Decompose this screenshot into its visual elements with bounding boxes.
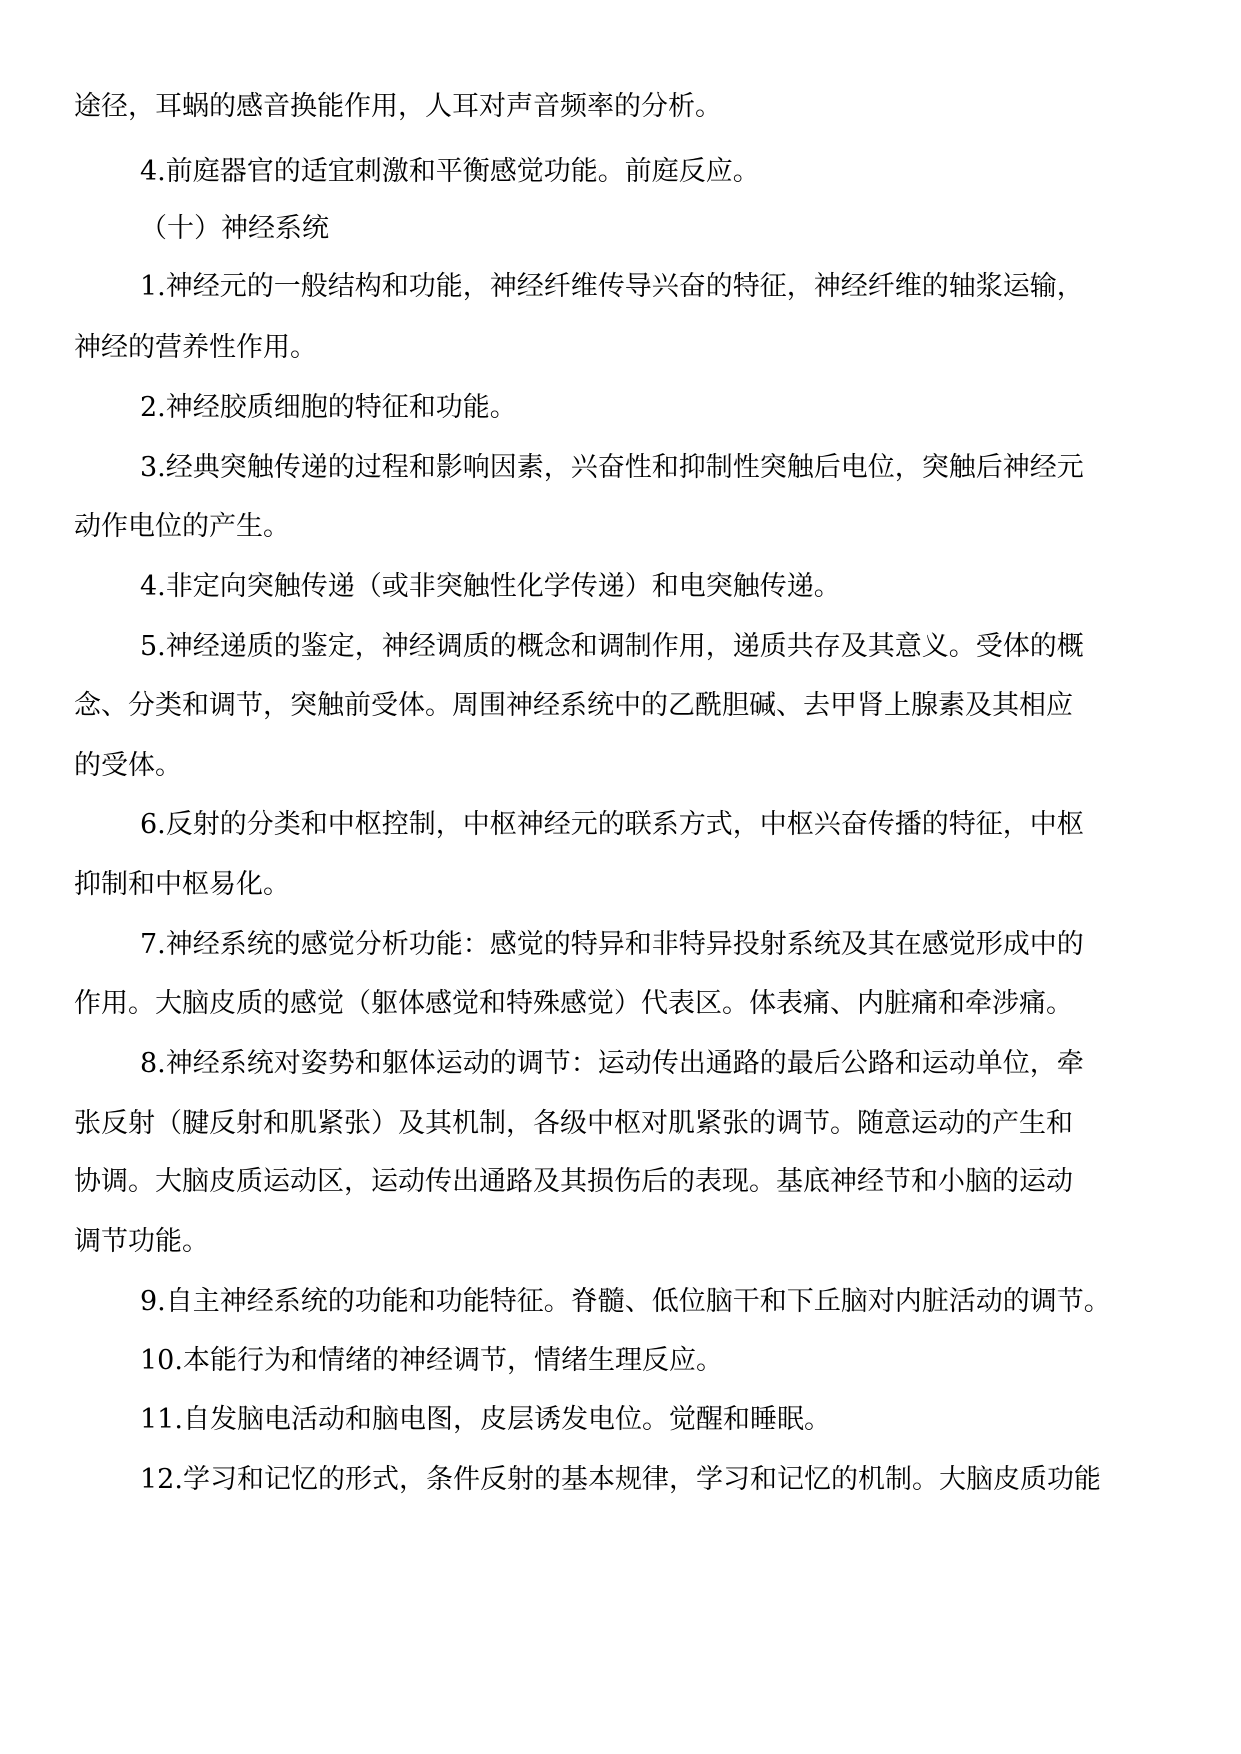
text-line: 协调。大脑皮质运动区，运动传出通路及其损伤后的表现。基底神经节和小脑的运动 <box>74 1166 1073 1197</box>
text-line: 9.自主神经系统的功能和功能特征。脊髓、低位脑干和下丘脑对内脏活动的调节。 <box>140 1286 1111 1317</box>
text-line: 5.神经递质的鉴定，神经调质的概念和调制作用，递质共存及其意义。受体的概 <box>140 631 1084 662</box>
text-line: 抑制和中枢易化。 <box>74 869 290 900</box>
text-line: 张反射（腱反射和肌紧张）及其机制，各级中枢对肌紧张的调节。随意运动的产生和 <box>74 1108 1073 1139</box>
text-line: 10.本能行为和情绪的神经调节，情绪生理反应。 <box>140 1345 723 1376</box>
text-line: 的受体。 <box>74 750 182 781</box>
text-line: 作用。大脑皮质的感觉（躯体感觉和特殊感觉）代表区。体表痛、内脏痛和牵涉痛。 <box>74 988 1073 1019</box>
text-line: 神经的营养性作用。 <box>74 332 317 363</box>
text-line: 动作电位的产生。 <box>74 511 290 542</box>
text-line: 4.非定向突触传递（或非突触性化学传递）和电突触传递。 <box>140 571 841 602</box>
text-line: 8.神经系统对姿势和躯体运动的调节：运动传出通路的最后公路和运动单位，牵 <box>140 1048 1084 1079</box>
text-line: 4.前庭器官的适宜刺激和平衡感觉功能。前庭反应。 <box>140 156 760 187</box>
text-line: 途径，耳蜗的感音换能作用，人耳对声音频率的分析。 <box>74 91 722 122</box>
text-line: 1.神经元的一般结构和功能，神经纤维传导兴奋的特征，神经纤维的轴浆运输， <box>140 271 1084 302</box>
text-line: 11.自发脑电活动和脑电图，皮层诱发电位。觉醒和睡眠。 <box>140 1404 831 1435</box>
text-line: 2.神经胶质细胞的特征和功能。 <box>140 392 517 423</box>
text-line: 念、分类和调节，突触前受体。周围神经系统中的乙酰胆碱、去甲肾上腺素及其相应 <box>74 690 1073 721</box>
text-line: 6.反射的分类和中枢控制，中枢神经元的联系方式，中枢兴奋传播的特征，中枢 <box>140 809 1084 840</box>
text-line: 12.学习和记忆的形式，条件反射的基本规律，学习和记忆的机制。大脑皮质功能 <box>140 1464 1101 1495</box>
text-line: 3.经典突触传递的过程和影响因素，兴奋性和抑制性突触后电位，突触后神经元 <box>140 452 1084 483</box>
section-heading: （十）神经系统 <box>140 213 329 244</box>
text-line: 7.神经系统的感觉分析功能：感觉的特异和非特异投射系统及其在感觉形成中的 <box>140 929 1084 960</box>
text-line: 调节功能。 <box>74 1226 209 1257</box>
